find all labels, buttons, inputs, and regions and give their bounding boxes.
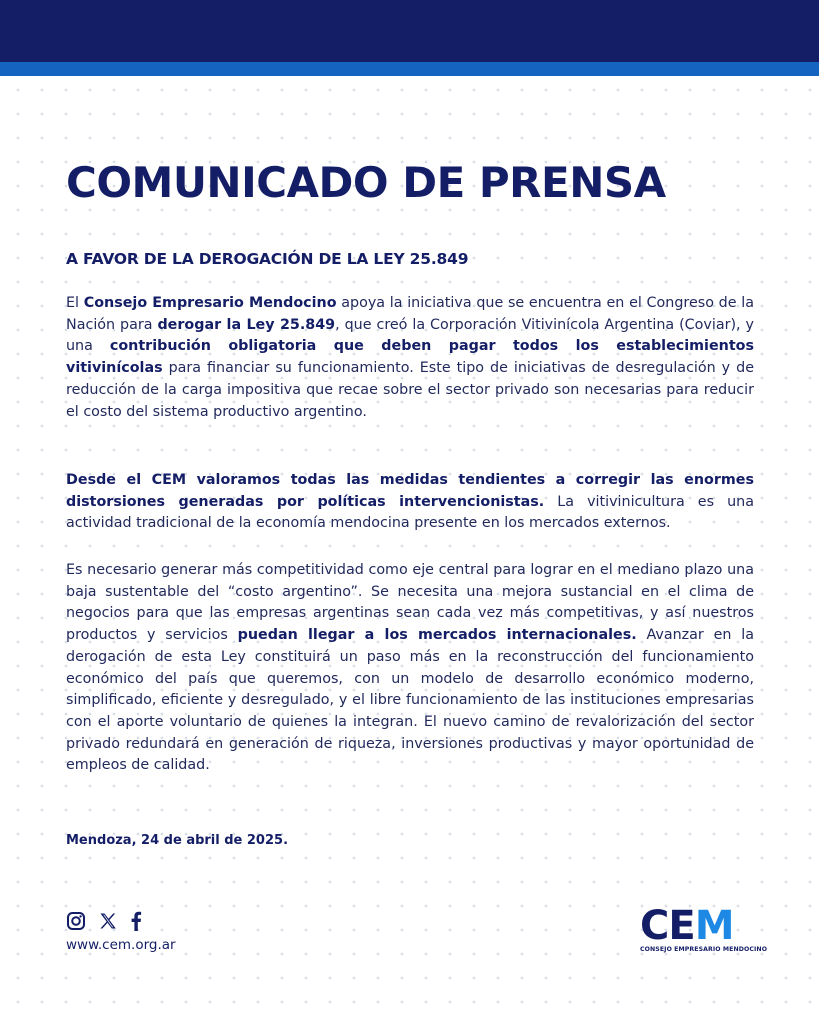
website-link[interactable]: www.cem.org.ar bbox=[66, 937, 176, 953]
logo-letter: M bbox=[694, 903, 734, 949]
paragraph-2 bbox=[66, 470, 754, 535]
cem-logo bbox=[640, 903, 768, 956]
bold-text: derogar la Ley 25.849 bbox=[157, 316, 336, 333]
logo-letter: C bbox=[640, 903, 669, 949]
header-accent-stripe bbox=[0, 62, 819, 76]
header-band bbox=[0, 0, 819, 62]
page-title: COMUNICADO DE PRENSA bbox=[66, 158, 666, 207]
logo-wordmark bbox=[640, 903, 734, 949]
date-line: Mendoza, 24 de abril de 2025. bbox=[66, 833, 289, 848]
text: Avanzar en la derogación de esta Ley constituirá un paso más en la reconstrucción del funcionamiento económico del país que queremos, con un modelo de desarrollo económico moderno, simplificado, eficiente y desregulado, y el libre funcionamiento de las instituciones empresarias con el aporte voluntario de quienes la integran. El nuevo camino de revalorización del sector privado redundará en generación de riqueza, inversiones productivas y mayor oportunidad de empleos de calidad. bbox=[66, 627, 754, 774]
paragraph-1 bbox=[66, 293, 754, 423]
logo-tagline: CONSEJO EMPRESARIO MENDOCINO bbox=[640, 946, 768, 953]
social-links bbox=[66, 911, 142, 931]
bold-text: Desde el CEM valoramos todas las medidas tendientes a corregir las enormes distorsiones generadas por políticas intervencionistas. bbox=[66, 472, 754, 510]
text: El bbox=[66, 295, 84, 311]
text: La vitivinicultura es una actividad tradicional de la economía mendocina presente en los mercados externos. bbox=[66, 493, 754, 532]
paragraph-3 bbox=[66, 560, 754, 777]
instagram-icon[interactable] bbox=[66, 911, 86, 931]
text: Es necesario generar más competitividad como eje central para lograr en el mediano plazo una baja sustentable del “costo argentino”. Se necesita una mejora sustancial en el clima de negocios para que las empresas argentinas sean cada vez más competitivas, y así nuestros productos y servicios bbox=[66, 562, 754, 644]
text: , que creó la Corporación Vitivinícola Argentina (Coviar), y una bbox=[66, 316, 754, 355]
bold-text: puedan llegar a los mercados internacionales. bbox=[237, 627, 637, 644]
x-icon[interactable] bbox=[98, 911, 118, 931]
text: para financiar su funcionamiento. Este tipo de iniciativas de desregulación y de reducción de la carga impositiva que recae sobre el sector privado son necesarias para reducir el costo del sistema productivo argentino. bbox=[66, 360, 754, 420]
logo-letter: E bbox=[668, 903, 695, 949]
bold-text: contribución obligatoria que deben pagar todos los establecimientos vitivinícolas bbox=[66, 338, 754, 377]
page-subtitle: A FAVOR DE LA DEROGACIÓN DE LA LEY 25.849 bbox=[66, 250, 469, 268]
text: apoya la iniciativa que se encuentra en el Congreso de la Nación para bbox=[66, 295, 754, 333]
facebook-icon[interactable] bbox=[130, 911, 142, 931]
bold-text: Consejo Empresario Mendocino bbox=[83, 295, 337, 311]
